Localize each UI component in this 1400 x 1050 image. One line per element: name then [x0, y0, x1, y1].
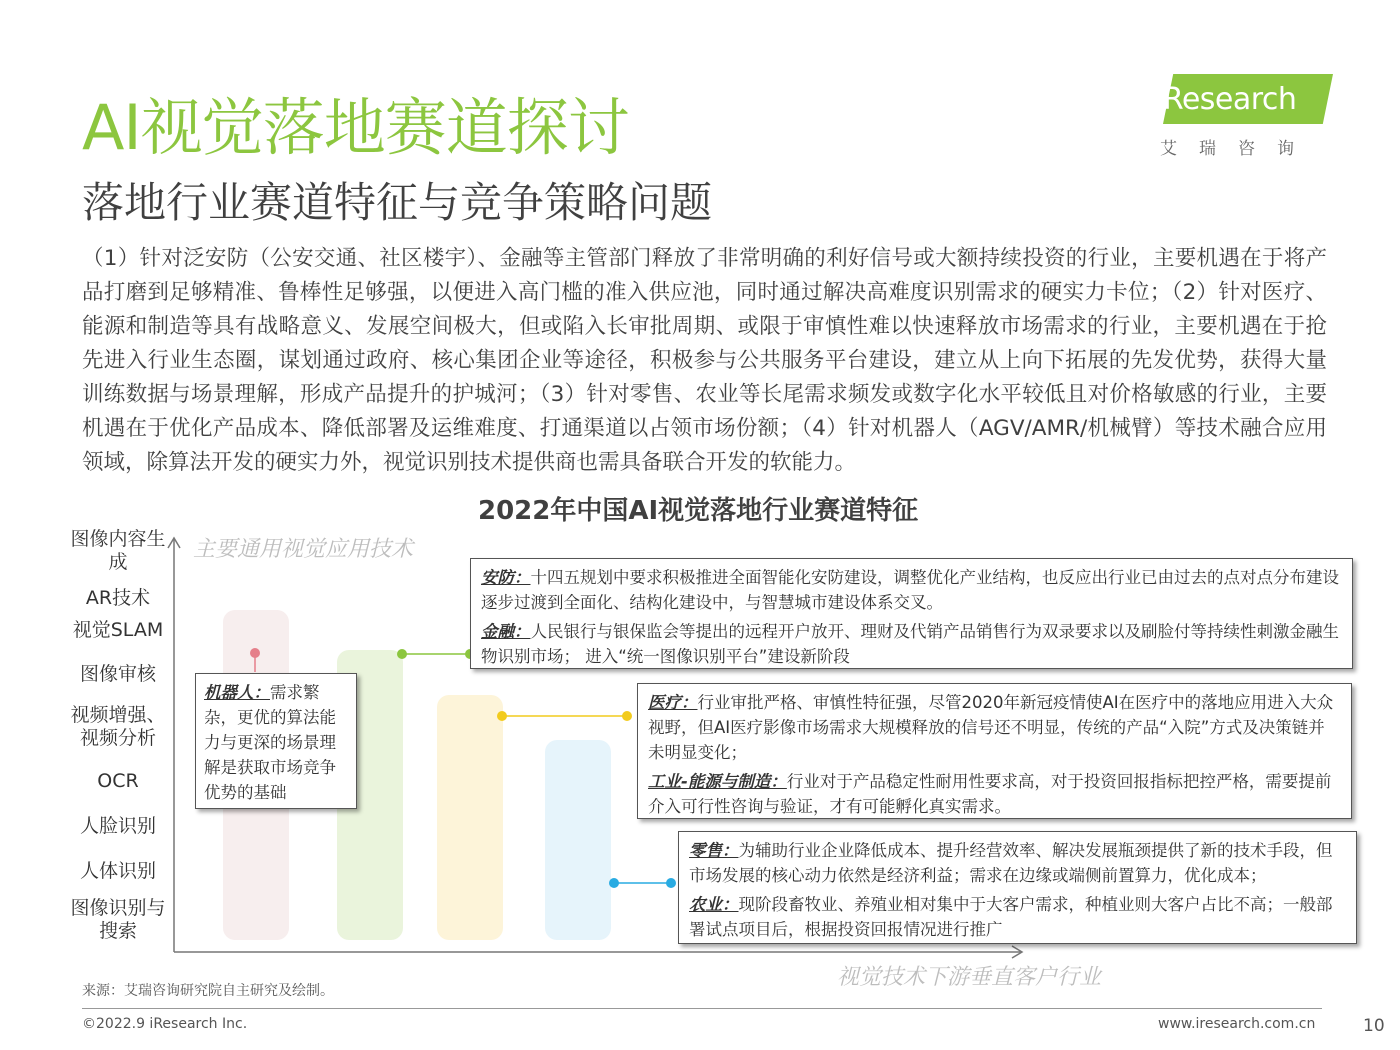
medical-keyword: 医疗： [648, 693, 698, 712]
medical-industry-box [637, 683, 1352, 819]
connector-dot [666, 878, 676, 888]
tech-label: 图像审核 [79, 663, 156, 685]
connector-dot [497, 711, 507, 721]
retail-paragraph [689, 838, 1346, 888]
tech-label: 视频增强、视频分析 [70, 704, 166, 749]
robot-text: 需求繁杂，更优的算法能力与更深的场景理解是获取市场竞争优势的基础 [204, 683, 336, 802]
medical-text: 行业审批严格、审慎性特征强，尽管2020年新冠疫情使AI在医疗中的落地应用进入大众视野，但AI医疗影像市场需求大规模释放的信号还不明显，传统的产品“入院”方式及决策链并未明显变化； [648, 693, 1334, 762]
medical-paragraph [648, 690, 1341, 765]
finance-paragraph [481, 619, 1342, 669]
industry-paragraph [648, 769, 1341, 819]
retail-keyword: 零售： [689, 841, 739, 860]
agriculture-text: 现阶段畜牧业、养殖业相对集中于大客户需求，种植业则大客户占比不高；一般部署试点项目后，根据投资回报情况进行推广 [689, 895, 1333, 939]
retail-agriculture-box [678, 831, 1357, 944]
tech-label: OCR [97, 770, 139, 792]
tech-label: 图像识别与搜索 [70, 897, 166, 942]
website-url: www.iresearch.com.cn [1158, 1016, 1316, 1032]
tech-label: 图像内容生成 [70, 528, 166, 573]
agriculture-keyword: 农业： [689, 895, 739, 914]
security-text: 十四五规划中要求积极推进全面智能化安防建设，调整优化产业结构，也反应出行业已由过去的点对点分布建设逐步过渡到全面化、结构化建设中，与智慧城市建设体系交叉。 [481, 568, 1339, 612]
tech-label: 人体识别 [79, 860, 156, 882]
intro-paragraph: （1）针对泛安防（公安交通、社区楼宇）、金融等主管部门释放了非常明确的利好信号或大额持续投资的行业，主要机遇在于将产品打磨到足够精准、鲁棒性足够强，以便进入高门槛的准入供应池，同时通过解决高难度识别需求的硬实力卡位；（2）针对医疗、能源和制造等具有战略意义、发展空间极大，但或陷入长审批周期、或限于审慎性难以快速释放市场需求的行业，主要机遇在于抢先进入行业生态圈，谋划通过政府、核心集团企业等途径，积极参与公共服务平台建设，建立从上向下拓展的先发优势，获得大量训练数据与场景理解，形成产品提升的护城河；（3）针对零售、农业等长尾需求频发或数字化水平较低且对价格敏感的行业，主要机遇在于优化产品成本、降低部署及运维难度、打通渠道以占领市场份额；（4）针对机器人（AGV/AMR/机械臂）等技术融合应用领域，除算法开发的硬实力外，视觉识别技术提供商也需具备联合开发的软能力。 [82, 246, 1327, 475]
industry-keyword: 工业-能源与制造： [648, 772, 787, 791]
robot-keyword: 机器人： [204, 683, 270, 702]
copyright: ©2022.9 iResearch Inc. [82, 1016, 248, 1032]
security-paragraph [481, 565, 1342, 615]
security-finance-box [470, 558, 1353, 669]
logo-text: iResearch [1155, 82, 1297, 117]
tech-label: AR技术 [85, 587, 151, 609]
page-subtitle: 落地行业赛道特征与竞争策略问题 [82, 178, 713, 227]
tech-label: 视觉SLAM [72, 619, 164, 641]
tech-label: 人脸识别 [79, 815, 156, 837]
finance-text: 人民银行与银保监会等提出的远程开户放开、理财及代销产品销售行为双录要求以及刷脸付等持续性刺激金融生物识别市场； 进入“统一图像识别平台”建设新阶段 [481, 622, 1339, 666]
security-keyword: 安防： [481, 568, 531, 587]
logo-chinese-name: 艾瑞咨询 [1160, 139, 1316, 159]
page-number: 10 [1363, 1016, 1385, 1036]
x-axis-label: 视觉技术下游垂直客户行业 [837, 965, 1102, 990]
footer-divider [82, 1008, 1322, 1009]
connector-dot [250, 648, 260, 658]
robot-box [195, 673, 357, 809]
agriculture-paragraph [689, 892, 1346, 942]
y-axis-label: 主要通用视觉应用技术 [193, 537, 414, 562]
page-title: AI视觉落地赛道探讨 [82, 91, 629, 164]
diagram-title: 2022年中国AI视觉落地行业赛道特征 [478, 496, 919, 526]
connector-dot [609, 878, 619, 888]
source-note: 来源：艾瑞咨询研究院自主研究及绘制。 [82, 983, 334, 999]
retail-text: 为辅助行业企业降低成本、提升经营效率、解决发展瓶颈提供了新的技术手段，但市场发展的核心动力依然是经济利益；需求在边缘或端侧前置算力，优化成本； [689, 841, 1333, 885]
industry-text: 行业对于产品稳定性耐用性要求高，对于投资回报指标把控严格，需要提前介入可行性咨询与验证，才有可能孵化真实需求。 [648, 772, 1332, 816]
connector-dot [622, 711, 632, 721]
connector-dot [397, 649, 407, 659]
finance-keyword: 金融： [481, 622, 531, 641]
